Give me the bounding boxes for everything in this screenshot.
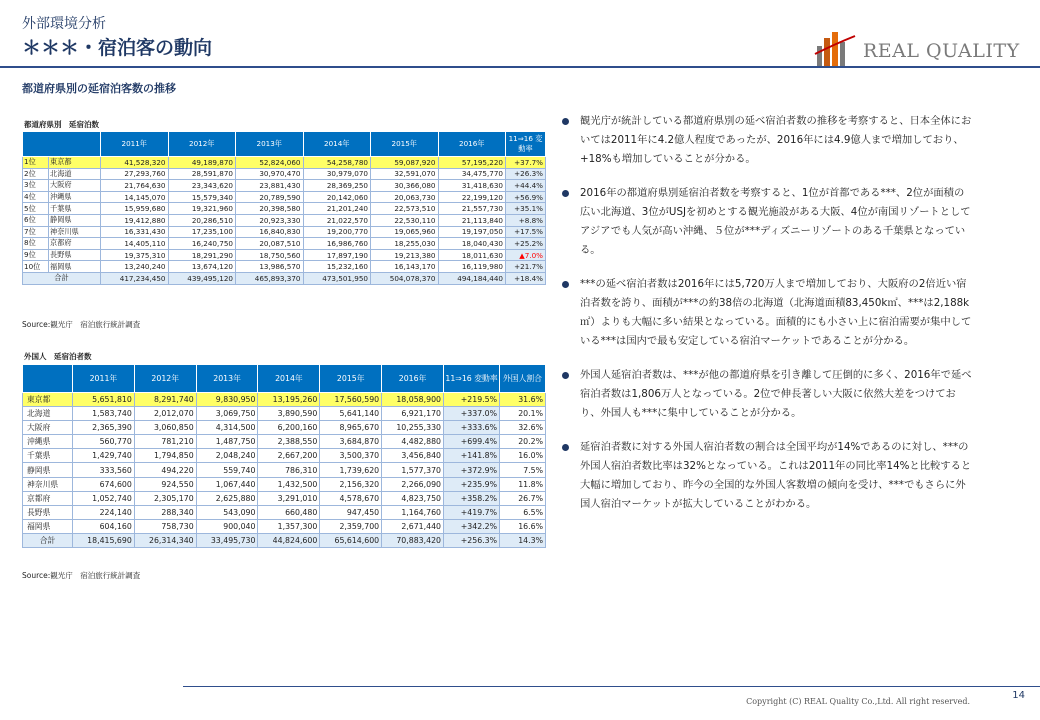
page-number: 14 <box>1012 690 1025 701</box>
table-cell: 14,145,070 <box>101 191 169 203</box>
table-cell: 8位 <box>23 238 49 250</box>
table-cell: 9位 <box>23 249 49 261</box>
table-cell: 18,011,630 <box>438 249 506 261</box>
table-cell: 2,625,880 <box>196 491 258 505</box>
table-cell: 大阪府 <box>23 421 73 435</box>
table-cell: 1,067,440 <box>196 477 258 491</box>
table-cell: 千葉県 <box>49 203 101 215</box>
table1-caption: 都道府県別 延宿泊数 <box>24 120 99 129</box>
column-header <box>23 132 101 157</box>
table-cell: 660,480 <box>258 505 320 519</box>
building-logo-icon <box>813 28 857 68</box>
table-cell: 781,210 <box>134 435 196 449</box>
table-cell: 京都府 <box>23 491 73 505</box>
table-cell: 東京都 <box>23 393 73 407</box>
table-cell: 41,528,320 <box>101 157 169 169</box>
table-cell: 大阪府 <box>49 180 101 192</box>
table-cell: 1,487,750 <box>196 435 258 449</box>
table-row <box>23 261 546 273</box>
table-cell: 4,314,500 <box>196 421 258 435</box>
table-cell: 559,740 <box>196 463 258 477</box>
table-cell: 18,291,290 <box>168 249 236 261</box>
table-cell: +419.7% <box>444 505 500 519</box>
table-cell: 6.5% <box>500 505 546 519</box>
table-row <box>23 226 546 238</box>
table-cell: 10,255,330 <box>382 421 444 435</box>
list-item <box>562 184 974 260</box>
table1-source: Source:観光庁 宿泊旅行統計調査 <box>22 320 141 329</box>
column-header: 外国人割合 <box>500 365 546 393</box>
table-cell: 16,840,830 <box>236 226 304 238</box>
table-cell: 13,674,120 <box>168 261 236 273</box>
table-cell: 3,291,010 <box>258 491 320 505</box>
table-cell: 4,578,670 <box>320 491 382 505</box>
section-title: 都道府県別の延宿泊客数の推移 <box>22 82 176 95</box>
table-cell: +342.2% <box>444 519 500 533</box>
table-cell: 33,495,730 <box>196 533 258 547</box>
list-item <box>562 112 974 169</box>
table-cell: 1,577,370 <box>382 463 444 477</box>
table-cell: 18,058,900 <box>382 393 444 407</box>
table-cell: +17.5% <box>506 226 546 238</box>
table-cell: 20,286,510 <box>168 214 236 226</box>
table-cell: 京都府 <box>49 238 101 250</box>
table-cell: 北海道 <box>49 168 101 180</box>
table-cell: 7位 <box>23 226 49 238</box>
table-cell: 3,060,850 <box>134 421 196 435</box>
table-cell: 15,959,680 <box>101 203 169 215</box>
table-cell: 19,200,770 <box>303 226 371 238</box>
list-item <box>562 366 974 423</box>
table-cell: 4位 <box>23 191 49 203</box>
table-cell: 静岡県 <box>49 214 101 226</box>
table-cell: 5位 <box>23 203 49 215</box>
column-header: 11⇒16 変動率 <box>444 365 500 393</box>
table-cell: +26.3% <box>506 168 546 180</box>
table-cell: 1位 <box>23 157 49 169</box>
table-cell: 15,579,340 <box>168 191 236 203</box>
table-cell: 19,412,880 <box>101 214 169 226</box>
table-cell: 2,266,090 <box>382 477 444 491</box>
column-header: 2012年 <box>168 132 236 157</box>
table-cell: 神奈川県 <box>49 226 101 238</box>
company-logo <box>813 28 1023 68</box>
table-cell: 5,651,810 <box>73 393 135 407</box>
table-cell: 神奈川県 <box>23 477 73 491</box>
table-cell: 27,293,760 <box>101 168 169 180</box>
table-cell: 2,305,170 <box>134 491 196 505</box>
column-header: 2015年 <box>320 365 382 393</box>
table-cell: 473,501,950 <box>303 272 371 284</box>
column-header: 2011年 <box>101 132 169 157</box>
table-cell: 合計 <box>23 533 73 547</box>
table-cell: 65,614,600 <box>320 533 382 547</box>
table-cell: 21,201,240 <box>303 203 371 215</box>
table-cell: 19,375,310 <box>101 249 169 261</box>
table-cell: 333,560 <box>73 463 135 477</box>
table-cell: 19,213,380 <box>371 249 439 261</box>
bullet-text: 2016年の都道府県別延宿泊者数を考察すると、1位が首都である***、2位が面積の広い北海道、3位がUSJを初めとする観光施設がある大阪、4位が南国リゾートとしてアジアでも人気が高い沖縄、５位が***ディズニーリゾートのある千葉県となっている。 <box>580 187 971 256</box>
table-header-row <box>23 365 546 393</box>
table-cell: 28,591,870 <box>168 168 236 180</box>
table-cell: 465,893,370 <box>236 272 304 284</box>
table-cell: 21,557,730 <box>438 203 506 215</box>
table-cell: 224,140 <box>73 505 135 519</box>
table-cell: 4,482,880 <box>382 435 444 449</box>
table-row <box>23 238 546 250</box>
table-cell: 947,450 <box>320 505 382 519</box>
table-cell: 1,794,850 <box>134 449 196 463</box>
table-cell: 11.8% <box>500 477 546 491</box>
table-cell: 17,235,100 <box>168 226 236 238</box>
table-cell: 57,195,220 <box>438 157 506 169</box>
column-header: 2011年 <box>73 365 135 393</box>
table-cell: 18,040,430 <box>438 238 506 250</box>
logo-text: REAL QUALITY <box>863 40 1020 62</box>
table-cell: +372.9% <box>444 463 500 477</box>
table-cell: 494,220 <box>134 463 196 477</box>
table-cell: 1,164,760 <box>382 505 444 519</box>
column-header: 2014年 <box>258 365 320 393</box>
table-row <box>23 180 546 192</box>
table-cell: 34,475,770 <box>438 168 506 180</box>
table-row <box>23 477 546 491</box>
table-cell: 20,789,590 <box>236 191 304 203</box>
page-title: ＊＊＊・宿泊客の動向 <box>22 37 213 59</box>
table-header-row <box>23 132 546 157</box>
table-cell: 19,321,960 <box>168 203 236 215</box>
table-cell: 沖縄県 <box>23 435 73 449</box>
table2-caption: 外国人 延宿泊者数 <box>24 352 92 361</box>
table-cell: +141.8% <box>444 449 500 463</box>
foreign-stays-table <box>22 364 546 548</box>
table-cell: 32.6% <box>500 421 546 435</box>
table-row <box>23 519 546 533</box>
table-cell: 7.5% <box>500 463 546 477</box>
table-cell: 東京都 <box>49 157 101 169</box>
column-header <box>23 365 73 393</box>
table-cell: 758,730 <box>134 519 196 533</box>
table-cell: +21.7% <box>506 261 546 273</box>
table-cell: 21,113,840 <box>438 214 506 226</box>
table-cell: 千葉県 <box>23 449 73 463</box>
table-cell: 20.2% <box>500 435 546 449</box>
column-header: 2016年 <box>438 132 506 157</box>
bullet-text: 観光庁が統計している都道府県別の延べ宿泊者数の推移を考察すると、日本全体においては2011年に4.2億人程度であったが、2016年には4.9億人まで増加しており、+18%も増加していることが分かる。 <box>580 115 972 165</box>
bullet-icon <box>562 281 569 288</box>
table-cell: +235.9% <box>444 477 500 491</box>
table-cell: 28,369,250 <box>303 180 371 192</box>
column-header: 2015年 <box>371 132 439 157</box>
table-cell: 16,331,430 <box>101 226 169 238</box>
table-cell: 1,432,500 <box>258 477 320 491</box>
table-cell: 1,739,620 <box>320 463 382 477</box>
table-cell: 30,979,070 <box>303 168 371 180</box>
table-cell: 59,087,920 <box>371 157 439 169</box>
table-cell: 16,119,980 <box>438 261 506 273</box>
table-cell: +18.4% <box>506 272 546 284</box>
table-cell: 3,890,590 <box>258 407 320 421</box>
table-cell: 20,142,060 <box>303 191 371 203</box>
table-cell: 15,232,160 <box>303 261 371 273</box>
table-cell: 福岡県 <box>49 261 101 273</box>
table-cell: 6,200,160 <box>258 421 320 435</box>
table-row <box>23 421 546 435</box>
table-cell: 18,750,560 <box>236 249 304 261</box>
table-cell: 3,069,750 <box>196 407 258 421</box>
bullet-icon <box>562 444 569 451</box>
header-subtitle: 外部環境分析 <box>22 16 106 32</box>
table-cell: +219.5% <box>444 393 500 407</box>
footer-divider <box>183 686 1040 687</box>
table-cell: +25.2% <box>506 238 546 250</box>
table-cell: 20,063,730 <box>371 191 439 203</box>
table-cell: 23,881,430 <box>236 180 304 192</box>
table-cell: 2,156,320 <box>320 477 382 491</box>
table-cell: 31,418,630 <box>438 180 506 192</box>
table-cell: 494,184,440 <box>438 272 506 284</box>
table-cell: 長野県 <box>49 249 101 261</box>
table-cell: 3,456,840 <box>382 449 444 463</box>
table-cell: 16,240,750 <box>168 238 236 250</box>
table-cell: 1,052,740 <box>73 491 135 505</box>
list-item <box>562 275 974 351</box>
table2-source: Source:観光庁 宿泊旅行統計調査 <box>22 571 141 580</box>
table-cell: +256.3% <box>444 533 500 547</box>
table-cell: 70,883,420 <box>382 533 444 547</box>
table-cell: 6位 <box>23 214 49 226</box>
table-cell: 54,258,780 <box>303 157 371 169</box>
table-cell: +56.9% <box>506 191 546 203</box>
prefecture-stays-table <box>22 131 546 285</box>
table-cell: +37.7% <box>506 157 546 169</box>
table-row <box>23 168 546 180</box>
table-cell: 17,560,590 <box>320 393 382 407</box>
table-cell: 20,398,580 <box>236 203 304 215</box>
table-cell: 31.6% <box>500 393 546 407</box>
table-cell: 417,234,450 <box>101 272 169 284</box>
table-cell: 22,530,110 <box>371 214 439 226</box>
table-cell: 19,197,050 <box>438 226 506 238</box>
header-divider <box>0 66 1040 68</box>
table-cell: 4,823,750 <box>382 491 444 505</box>
table-row <box>23 491 546 505</box>
list-item <box>562 438 974 514</box>
table-cell: 674,600 <box>73 477 135 491</box>
bullet-icon <box>562 190 569 197</box>
table-cell: 22,573,510 <box>371 203 439 215</box>
table-cell: 26,314,340 <box>134 533 196 547</box>
table-cell: 2,671,440 <box>382 519 444 533</box>
table-cell: 543,090 <box>196 505 258 519</box>
table-cell: 合計 <box>23 272 101 284</box>
table-cell: 1,357,300 <box>258 519 320 533</box>
column-header: 11⇒16 変動率 <box>506 132 546 157</box>
table-cell: 16,986,760 <box>303 238 371 250</box>
table-cell: 福岡県 <box>23 519 73 533</box>
table-row <box>23 505 546 519</box>
table-cell: 30,366,080 <box>371 180 439 192</box>
table-cell: 3位 <box>23 180 49 192</box>
table-cell: ▲7.0% <box>506 249 546 261</box>
table-row <box>23 157 546 169</box>
table-cell: 9,830,950 <box>196 393 258 407</box>
table-cell: 長野県 <box>23 505 73 519</box>
table-cell: 604,160 <box>73 519 135 533</box>
table-cell: +8.8% <box>506 214 546 226</box>
table-row <box>23 249 546 261</box>
table-cell: 20,923,330 <box>236 214 304 226</box>
table-cell: 8,965,670 <box>320 421 382 435</box>
table-cell: 21,022,570 <box>303 214 371 226</box>
table-row <box>23 435 546 449</box>
table-cell: 504,078,370 <box>371 272 439 284</box>
table-cell: 560,770 <box>73 435 135 449</box>
table-row <box>23 203 546 215</box>
table-cell: 900,040 <box>196 519 258 533</box>
table-cell: 13,986,570 <box>236 261 304 273</box>
total-row <box>23 272 546 284</box>
table-cell: 1,429,740 <box>73 449 135 463</box>
table-cell: 2,359,700 <box>320 519 382 533</box>
table-cell: 44,824,600 <box>258 533 320 547</box>
column-header: 2013年 <box>236 132 304 157</box>
table-cell: 北海道 <box>23 407 73 421</box>
table-cell: 14.3% <box>500 533 546 547</box>
table-cell: 16.6% <box>500 519 546 533</box>
table-cell: 49,189,870 <box>168 157 236 169</box>
table-cell: 沖縄県 <box>49 191 101 203</box>
table-cell: 26.7% <box>500 491 546 505</box>
table-cell: 2,667,200 <box>258 449 320 463</box>
table-row <box>23 407 546 421</box>
bullet-text: 延宿泊者数に対する外国人宿泊者数の割合は全国平均が14%であるのに対し、***の外国人宿泊者数比率は32%となっている。これは2011年の同比率14%と比較すると大幅に増加しており、昨今の全国的な外国人客数増の傾向を受け、***でもさらに外国人宿泊マーケットが拡大していることがわかる。 <box>580 441 972 510</box>
bullet-icon <box>562 372 569 379</box>
table-cell: +44.4% <box>506 180 546 192</box>
table-cell: 6,921,170 <box>382 407 444 421</box>
table-row <box>23 463 546 477</box>
table-cell: +333.6% <box>444 421 500 435</box>
table-cell: 21,764,630 <box>101 180 169 192</box>
bullet-text: ***の延べ宿泊者数は2016年には5,720万人まで増加しており、大阪府の2倍近い宿泊者数を誇り、面積が***の約38倍の北海道（北海道面積83,450k㎡、***は2,188k㎡）よりも大幅に多い結果となっている。面積的にも小さい上に宿泊需要が集中している***は国内で最も安定している宿泊マーケットであることが分かる。 <box>580 278 972 347</box>
table-cell: 2,048,240 <box>196 449 258 463</box>
total-row <box>23 533 546 547</box>
table-cell: 2,365,390 <box>73 421 135 435</box>
bullet-text: 外国人延宿泊者数は、***が他の都道府県を引き離して圧倒的に多く、2016年で延べ宿泊者数は1,806万人となっている。2位で伸長著しい大阪に依然大差をつけており、外国人も***に集中していることが分かる。 <box>580 369 972 419</box>
column-header: 2013年 <box>196 365 258 393</box>
table-cell: 23,343,620 <box>168 180 236 192</box>
table-cell: +35.1% <box>506 203 546 215</box>
table-cell: 3,500,370 <box>320 449 382 463</box>
table-cell: 1,583,740 <box>73 407 135 421</box>
copyright-notice: Copyright (C) REAL Quality Co.,Ltd. All right reserved. <box>746 697 970 706</box>
table-cell: 18,255,030 <box>371 238 439 250</box>
table-cell: 16.0% <box>500 449 546 463</box>
table-cell: +337.0% <box>444 407 500 421</box>
table-row <box>23 214 546 226</box>
table-cell: 2,388,550 <box>258 435 320 449</box>
table-cell: 3,684,870 <box>320 435 382 449</box>
table-cell: 14,405,110 <box>101 238 169 250</box>
table-cell: 8,291,740 <box>134 393 196 407</box>
table-cell: 20,087,510 <box>236 238 304 250</box>
table-cell: 924,550 <box>134 477 196 491</box>
table-cell: 5,641,140 <box>320 407 382 421</box>
table-cell: 2,012,070 <box>134 407 196 421</box>
table-row <box>23 191 546 203</box>
table-cell: 52,824,060 <box>236 157 304 169</box>
table-cell: 13,195,260 <box>258 393 320 407</box>
table-cell: 2位 <box>23 168 49 180</box>
bullet-icon <box>562 118 569 125</box>
table-cell: +358.2% <box>444 491 500 505</box>
table-row <box>23 449 546 463</box>
table-cell: 16,143,170 <box>371 261 439 273</box>
table-cell: 439,495,120 <box>168 272 236 284</box>
table-cell: 786,310 <box>258 463 320 477</box>
table-cell: 32,591,070 <box>371 168 439 180</box>
analysis-bullet-list <box>562 112 974 529</box>
column-header: 2014年 <box>303 132 371 157</box>
table-cell: 288,340 <box>134 505 196 519</box>
table-cell: 19,065,960 <box>371 226 439 238</box>
table-cell: 13,240,240 <box>101 261 169 273</box>
column-header: 2016年 <box>382 365 444 393</box>
table-row <box>23 393 546 407</box>
table-cell: 静岡県 <box>23 463 73 477</box>
table-cell: 18,415,690 <box>73 533 135 547</box>
table-cell: 30,970,470 <box>236 168 304 180</box>
column-header: 2012年 <box>134 365 196 393</box>
table-cell: +699.4% <box>444 435 500 449</box>
table-cell: 10位 <box>23 261 49 273</box>
table-cell: 22,199,120 <box>438 191 506 203</box>
table-cell: 20.1% <box>500 407 546 421</box>
table-cell: 17,897,190 <box>303 249 371 261</box>
